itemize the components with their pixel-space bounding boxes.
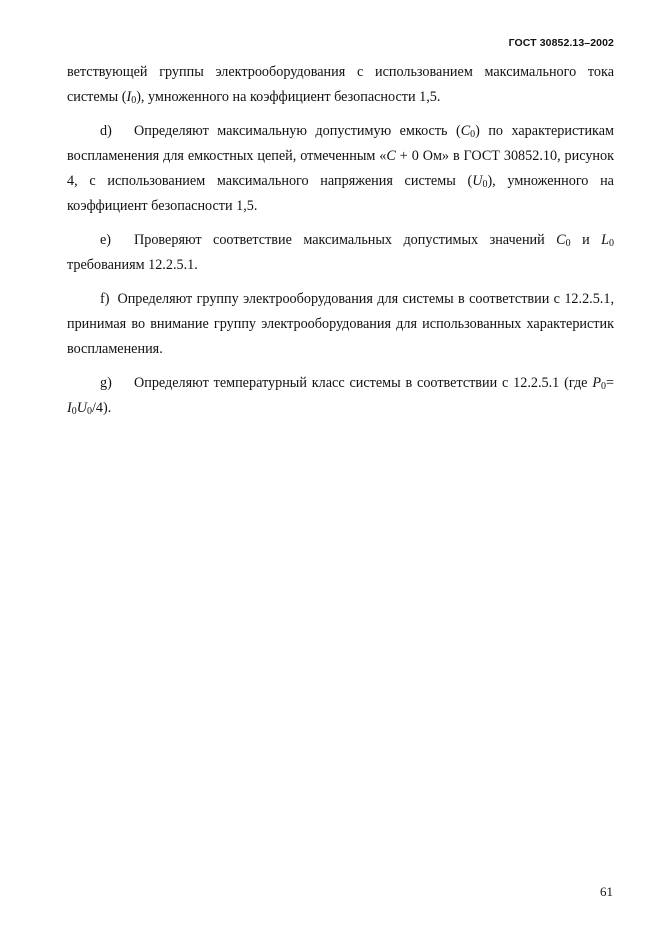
subscript: 0 [600, 381, 606, 392]
paragraph-continuation [67, 60, 614, 110]
text-run: /4). [91, 400, 112, 416]
subscript: 0 [131, 95, 137, 106]
list-marker: d) [100, 123, 112, 139]
subscript: 0 [482, 179, 488, 190]
list-item-g [67, 371, 614, 421]
text-run: ), умноженного на коэффициент безопасности 1,5. [67, 173, 614, 214]
page-number: 61 [600, 884, 613, 899]
list-item-e [67, 228, 614, 278]
text-run: = [605, 375, 614, 391]
text-run: Определяют температурный класс системы в соответствии с 12.2.5.1 (где [134, 375, 593, 391]
list-marker: f) [100, 291, 110, 307]
math-var: I [67, 400, 72, 416]
text-run: ветствующей группы электрооборудования с использованием максимального тока системы ( [67, 64, 614, 105]
text-run: + 0 Ом» в ГОСТ 30852.10, рисунок 4, с использованием максимального напряжения системы ( [67, 148, 615, 189]
math-var: C [460, 123, 471, 139]
subscript: 0 [86, 406, 92, 417]
text-run: Определяют группу электрооборудования для системы в соответствии с 12.2.5.1, принимая во внимание группу электрооборудования для использованных характеристик воспламенения. [67, 291, 614, 357]
math-var: U [76, 400, 87, 416]
math-var: C [386, 148, 396, 164]
text-run: Проверяют соответствие максимальных допустимых значений [134, 232, 557, 248]
text-run: ), умноженного на коэффициент безопасности 1,5. [136, 89, 441, 105]
subscript: 0 [565, 238, 571, 249]
math-var: U [472, 173, 483, 189]
math-var: L [601, 232, 610, 248]
text-run: и [570, 232, 602, 248]
text-run: Определяют максимальную допустимую емкость ( [134, 123, 461, 139]
running-header: ГОСТ 30852.13–2002 [508, 37, 614, 49]
math-var: P [592, 375, 601, 391]
text-run: требованиям 12.2.5.1. [67, 257, 198, 273]
math-var: C [556, 232, 566, 248]
list-item-d [67, 119, 614, 219]
subscript: 0 [470, 129, 476, 140]
subscript: 0 [609, 238, 615, 249]
body-text [67, 60, 614, 430]
math-var: I [126, 89, 132, 105]
list-marker: g) [100, 375, 112, 391]
subscript: 0 [71, 406, 77, 417]
text-run: ) по характеристикам воспламенения для емкостных цепей, отмеченным « [67, 123, 614, 164]
list-marker: e) [100, 232, 112, 248]
list-item-f [67, 287, 614, 362]
